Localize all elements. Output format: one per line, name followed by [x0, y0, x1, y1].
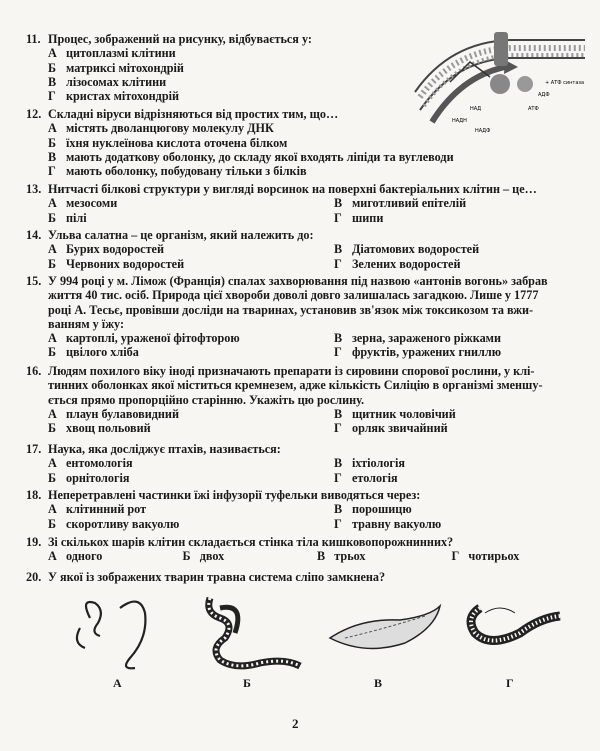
question-13: 13. Нитчасті білкові структури у вигляді ворсинок на поверхні бактеріальних клітин – це… А мезосоми В миготливий епітелій Б пілі Г шипи	[26, 182, 537, 225]
worm-label-v: В	[374, 676, 383, 690]
option-b[interactable]: Б скоротливу вакуолю	[48, 516, 180, 531]
option-a[interactable]: А одного	[48, 549, 103, 564]
question-text: Наука, яка досліджує птахів, називається:	[48, 442, 281, 456]
option-g[interactable]: Г кристах мітохондрій	[48, 89, 180, 104]
figure-label: НАДН	[452, 118, 467, 124]
option-v[interactable]: В лізосомах клітини	[48, 74, 167, 89]
figure-label: АТФ	[528, 106, 539, 112]
worm-b-drawing	[209, 598, 300, 666]
question-text: У якої із зображених тварин травна система сліпо замкнена?	[48, 570, 386, 584]
question-text-line: ванням у їжу:	[48, 316, 125, 331]
option-g[interactable]: Г чотирьох	[451, 549, 520, 564]
option-v[interactable]: В миготливий епітелій	[334, 196, 467, 211]
option-b[interactable]: Б двох	[182, 549, 225, 564]
figure-label: АДФ	[538, 92, 550, 98]
question-text-line: ється прямо пропорційно старінню. Укажіть цю рослину.	[48, 392, 365, 407]
page-number: 2	[292, 716, 299, 731]
question-text: Зі скількох шарів клітин складається стінка тіла кишковопорожнинних?	[48, 535, 454, 549]
worm-g-drawing	[471, 608, 560, 641]
option-b[interactable]: Б хвощ польовий	[48, 421, 151, 436]
question-text: Людям похилого віку іноді призначають препарати із сировини спорової рослини, у клі-	[48, 364, 535, 378]
option-g[interactable]: Г фруктів, уражених гниллю	[334, 345, 502, 360]
option-a[interactable]: А картоплі, ураженої фітофторою	[48, 331, 240, 346]
question-16: 16. Людям похилого віку іноді призначають препарати із сировини спорової рослини, у клі- тинних оболонках якої міститься кремнезем, адже кількість Силіцію в організмі зменшу- ється прямо пропорційно старінню. Укажіть цю рослину. А плаун булавовидний В щитник чоловічий Б хвощ польовий Г орляк звичайний	[26, 364, 586, 435]
worm-v-drawing	[330, 606, 440, 648]
option-v[interactable]: В іхтіологія	[334, 456, 405, 471]
option-a[interactable]: А мезосоми	[48, 196, 118, 211]
option-v[interactable]: В зерна, зараженого ріжками	[334, 331, 501, 346]
question-text-line: тинних оболонках якої міститься кремнезем, адже кількість Силіцію в організмі зменшу-	[48, 378, 543, 393]
option-b[interactable]: Б їхня нуклеїнова кислота оточена білком	[48, 135, 288, 150]
question-text: У 994 році у м. Лімож (Франція) спалах захворювання під назвою «антонів вогонь» забрав	[48, 274, 548, 288]
worm-label-g: Г	[506, 676, 514, 690]
question-12: 12. Складні віруси відрізняються від простих тим, що… А містять дволанцюгову молекулу ДНК Б їхня нуклеїнова кислота оточена білком В мають додаткову оболонку, до складу якої входять ліпіди та вуглеводи Г мають оболонку, побудовану тільки з білків	[26, 107, 586, 178]
question-text: Неперетравлені частинки їжі інфузорії туфельки виводяться через:	[48, 488, 421, 502]
question-19: 19. Зі скількох шарів клітин складається стінка тіла кишковопорожнинних? А одного Б двох В трьох Г чотирьох	[26, 535, 586, 564]
worm-illustrations	[60, 588, 580, 688]
option-a[interactable]: А цитоплазмі клітини	[48, 46, 176, 61]
worm-label-a: А	[113, 676, 122, 690]
option-g[interactable]: Г мають оболонку, побудовану тільки з білків	[48, 164, 307, 179]
question-text-line: році А. Тесьє, провівши досліди на тваринах, установив зв'язок між токсикозом та вжи-	[48, 302, 534, 317]
option-g[interactable]: Г шипи	[334, 210, 384, 225]
figure-label: + АТФ синтаза	[545, 80, 585, 86]
option-g[interactable]: Г орляк звичайний	[334, 421, 448, 436]
question-number: 11.	[26, 32, 41, 46]
option-g[interactable]: Г Зелених водоростей	[334, 256, 461, 271]
option-a[interactable]: А Бурих водоростей	[48, 242, 164, 257]
worm-a-drawing	[77, 602, 145, 669]
question-14: 14. Ульва салатна – це організм, який належить до: А Бурих водоростей В Діатомових водоростей Б Червоних водоростей Г Зелених водоростей	[26, 228, 480, 271]
question-text: Процес, зображений на рисунку, відбувається у:	[48, 32, 312, 46]
option-b[interactable]: Б цвілого хліба	[48, 345, 139, 360]
option-v[interactable]: В трьох	[317, 549, 366, 564]
option-g[interactable]: Г травну вакуолю	[334, 516, 442, 531]
worm-label-b: Б	[243, 676, 251, 690]
option-a[interactable]: А плаун булавовидний	[48, 406, 179, 421]
question-18: 18. Неперетравлені частинки їжі інфузорії туфельки виводяться через: А клітинний рот В порошицю Б скоротливу вакуолю Г травну вакуолю	[26, 488, 442, 531]
option-b[interactable]: Б пілі	[48, 210, 87, 225]
question-text-line: життя 40 тис. осіб. Природа цієї хвороби доволі довго залишалась загадкою. Лише у 1777	[48, 288, 539, 303]
question-20: 20. У якої із зображених тварин травна система сліпо замкнена?	[26, 570, 386, 584]
question-text: Складні віруси відрізняються від простих тим, що…	[48, 107, 339, 121]
option-b[interactable]: Б орнітологія	[48, 470, 130, 485]
option-v[interactable]: В мають додаткову оболонку, до складу якої входять ліпіди та вуглеводи	[48, 149, 454, 164]
option-a[interactable]: А клітинний рот	[48, 502, 147, 517]
figure-label: НАДФ	[475, 128, 491, 134]
option-v[interactable]: В щитник чоловічий	[334, 406, 456, 421]
option-b[interactable]: Б матриксі мітохондрій	[48, 60, 184, 75]
figure-label: НАД	[470, 106, 482, 112]
option-v[interactable]: В Діатомових водоростей	[334, 242, 480, 257]
option-v[interactable]: В порошицю	[334, 502, 412, 517]
option-a[interactable]: А містять дволанцюгову молекулу ДНК	[48, 121, 274, 136]
question-17: 17. Наука, яка досліджує птахів, називається: А ентомологія В іхтіологія Б орнітологія Г етологія	[26, 442, 405, 485]
option-g[interactable]: Г етологія	[334, 470, 398, 485]
question-text: Ульва салатна – це організм, який належить до:	[48, 228, 314, 242]
option-b[interactable]: Б Червоних водоростей	[48, 256, 185, 271]
question-text: Нитчасті білкові структури у вигляді ворсинок на поверхні бактеріальних клітин – це…	[48, 182, 537, 196]
option-a[interactable]: А ентомологія	[48, 456, 133, 471]
question-15: 15. У 994 році у м. Лімож (Франція) спалах захворювання під назвою «антонів вогонь» забрав життя 40 тис. осіб. Природа цієї хвороби доволі довго залишалась загадкою. Лише у 1777 році А. Тесьє, провівши досліди на тваринах, установив зв'язок між токсикозом та вжи- ванням у їжу: А картоплі, ураженої фітофторою В зерна, зараженого ріжками Б цвілого хліба Г фруктів, уражених гниллю	[26, 274, 586, 360]
